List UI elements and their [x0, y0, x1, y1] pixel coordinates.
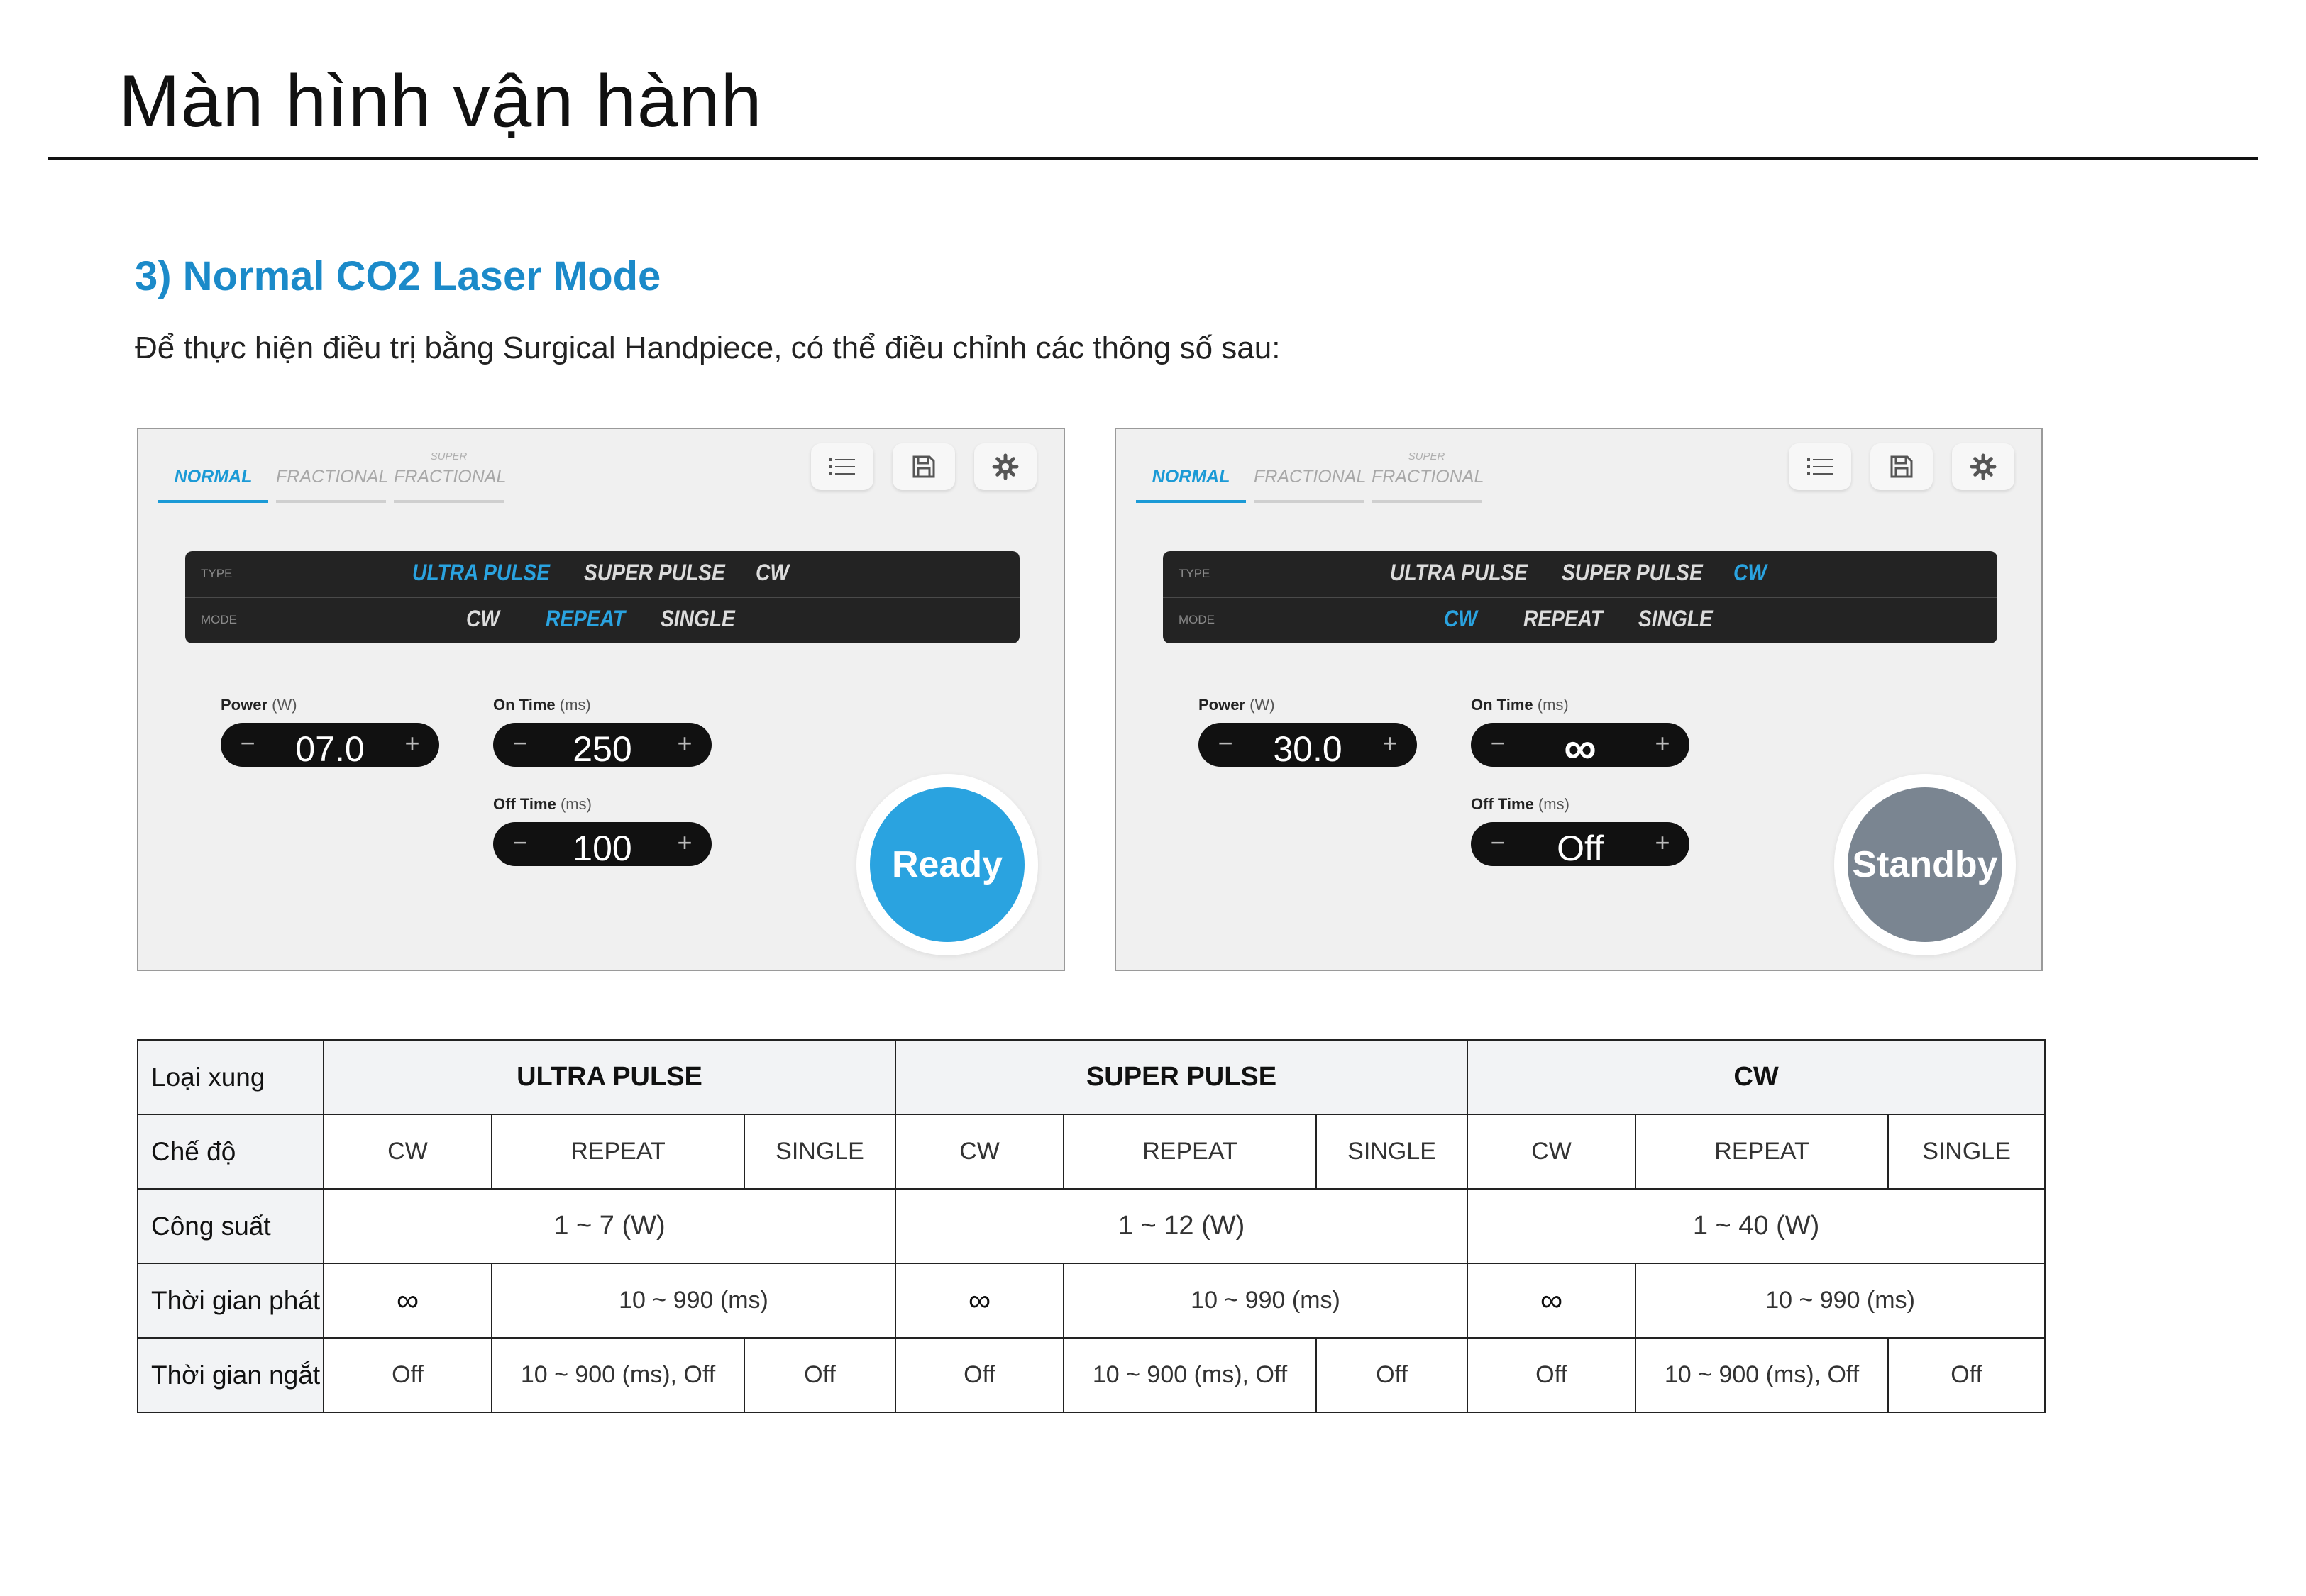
off-time-decrease-button[interactable]: −: [1490, 828, 1506, 857]
row-label-mode: Chế độ: [138, 1114, 324, 1189]
power-label: Power (W): [1198, 696, 1275, 714]
table-cell: Off: [1888, 1338, 2045, 1412]
type-option-cw[interactable]: CW: [756, 560, 789, 585]
settings-button[interactable]: [1952, 443, 2014, 490]
type-mode-selector: [185, 551, 1020, 643]
table-cell: ∞: [895, 1263, 1064, 1338]
mode-option-cw[interactable]: CW: [1444, 606, 1477, 631]
off-time-decrease-button[interactable]: −: [512, 828, 528, 857]
power-decrease-button[interactable]: −: [1218, 728, 1233, 758]
table-cell: REPEAT: [1064, 1114, 1316, 1189]
type-option-super-pulse[interactable]: SUPER PULSE: [584, 560, 725, 585]
table-cell: 10 ~ 990 (ms): [492, 1263, 895, 1338]
table-cell: SINGLE: [744, 1114, 895, 1189]
tab-super-fractional[interactable]: [1372, 429, 1482, 503]
tab-super-fractional-label: FRACTIONAL: [1372, 467, 1484, 487]
mode-option-single[interactable]: SINGLE: [1638, 606, 1713, 631]
table-cell: CW: [895, 1114, 1064, 1189]
off-time-increase-button[interactable]: +: [1655, 828, 1670, 857]
type-row: [185, 551, 1020, 598]
table-cell: ∞: [1467, 1263, 1635, 1338]
off-time-stepper[interactable]: [493, 822, 712, 866]
table-cell: CW: [1467, 1114, 1635, 1189]
type-row: [1163, 551, 1997, 598]
off-time-value: 100: [573, 829, 632, 868]
table-cell: CW: [324, 1114, 492, 1189]
group-cw: CW: [1467, 1040, 2045, 1114]
list-button[interactable]: [1789, 443, 1851, 490]
save-icon: [911, 454, 937, 480]
mode-option-cw[interactable]: CW: [466, 606, 500, 631]
table-cell: 1 ~ 40 (W): [1467, 1189, 2045, 1263]
table-cell: Off: [324, 1338, 492, 1412]
group-ultra-pulse: ULTRA PULSE: [324, 1040, 895, 1114]
type-option-super-pulse[interactable]: SUPER PULSE: [1562, 560, 1703, 585]
row-label-pulse-type: Loại xung: [138, 1040, 324, 1114]
mode-tabs: [138, 429, 1064, 503]
page-title: Màn hình vận hành: [118, 60, 763, 143]
standby-button[interactable]: Standby: [1848, 787, 2002, 942]
power-stepper[interactable]: [1198, 723, 1417, 767]
table-cell: 1 ~ 12 (W): [895, 1189, 1467, 1263]
device-screen-ultra-pulse: [137, 428, 1065, 971]
type-key-label: TYPE: [1179, 567, 1210, 580]
tab-fractional[interactable]: [276, 429, 389, 503]
tab-super-fractional[interactable]: [394, 429, 507, 503]
power-value: 30.0: [1273, 729, 1342, 769]
table-cell: Off: [895, 1338, 1064, 1412]
mode-key-label: MODE: [201, 613, 237, 626]
list-icon: [1806, 455, 1834, 478]
on-time-value: 250: [573, 729, 632, 769]
tab-super-label: SUPER: [1408, 450, 1445, 462]
off-time-label: Off Time (ms): [493, 795, 592, 813]
mode-row: [185, 597, 1020, 643]
type-key-label: TYPE: [201, 567, 233, 580]
power-label: Power (W): [221, 696, 297, 714]
parameter-table: [137, 1039, 2046, 1413]
list-icon: [828, 455, 856, 478]
mode-row: [1163, 597, 1997, 643]
table-cell: 10 ~ 900 (ms), Off: [492, 1338, 744, 1412]
tab-super-label: SUPER: [430, 450, 468, 462]
type-option-ultra-pulse[interactable]: ULTRA PULSE: [1390, 560, 1528, 585]
tab-normal-label: NORMAL: [174, 467, 253, 487]
gear-icon: [992, 453, 1019, 480]
mode-key-label: MODE: [1179, 613, 1215, 626]
table-row-on-time: [138, 1263, 2045, 1338]
status-button-ring: [856, 774, 1038, 955]
on-time-decrease-button[interactable]: −: [1490, 728, 1506, 758]
power-stepper[interactable]: [221, 723, 439, 767]
table-cell: Off: [1316, 1338, 1467, 1412]
table-cell: 10 ~ 900 (ms), Off: [1635, 1338, 1888, 1412]
table-row-pulse-type: [138, 1040, 2045, 1114]
group-super-pulse: SUPER PULSE: [895, 1040, 1467, 1114]
section-description: Để thực hiện điều trị bằng Surgical Handpiece, có thể điều chỉnh các thông số sau:: [135, 331, 1281, 365]
off-time-label: Off Time (ms): [1471, 795, 1569, 813]
table-cell: 10 ~ 900 (ms), Off: [1064, 1338, 1316, 1412]
table-cell: SINGLE: [1316, 1114, 1467, 1189]
power-increase-button[interactable]: +: [404, 728, 420, 758]
power-increase-button[interactable]: +: [1382, 728, 1398, 758]
on-time-decrease-button[interactable]: −: [512, 728, 528, 758]
on-time-stepper[interactable]: [1471, 722, 1689, 773]
save-button[interactable]: [893, 443, 955, 490]
power-decrease-button[interactable]: −: [240, 728, 255, 758]
type-mode-selector: [1163, 551, 1997, 643]
table-cell: SINGLE: [1888, 1114, 2045, 1189]
table-row-mode: [138, 1114, 2045, 1189]
table-cell: REPEAT: [492, 1114, 744, 1189]
save-button[interactable]: [1870, 443, 1933, 490]
row-label-off-time: Thời gian ngắt: [138, 1338, 324, 1412]
table-cell: Off: [744, 1338, 895, 1412]
off-time-increase-button[interactable]: +: [677, 828, 693, 857]
on-time-value: ∞: [1564, 722, 1596, 773]
table-cell: 1 ~ 7 (W): [324, 1189, 895, 1263]
mode-tabs: [1116, 429, 2041, 503]
ready-button[interactable]: Ready: [870, 787, 1025, 942]
row-label-on-time: Thời gian phát: [138, 1263, 324, 1338]
tab-fractional-label: FRACTIONAL: [1254, 467, 1367, 487]
mode-option-repeat[interactable]: REPEAT: [1523, 606, 1604, 631]
tab-normal[interactable]: [1136, 429, 1246, 503]
tab-normal[interactable]: [158, 429, 268, 503]
row-label-power: Công suất: [138, 1189, 324, 1263]
section-title: 3) Normal CO2 Laser Mode: [135, 253, 661, 299]
tab-fractional[interactable]: [1254, 429, 1367, 503]
status-button-ring: [1834, 774, 2016, 955]
settings-button[interactable]: [974, 443, 1037, 490]
type-option-cw[interactable]: CW: [1733, 560, 1767, 585]
title-divider: [48, 157, 2258, 160]
table-row-off-time: [138, 1338, 2045, 1412]
list-button[interactable]: [811, 443, 873, 490]
on-time-increase-button[interactable]: +: [1655, 728, 1670, 758]
table-row-power: [138, 1189, 2045, 1263]
tab-fractional-label: FRACTIONAL: [276, 467, 389, 487]
on-time-label: On Time (ms): [493, 696, 591, 714]
tab-normal-label: NORMAL: [1152, 467, 1230, 487]
gear-icon: [1970, 453, 1997, 480]
save-icon: [1889, 454, 1914, 480]
device-screen-cw: [1115, 428, 2043, 971]
mode-option-repeat[interactable]: REPEAT: [546, 606, 626, 631]
off-time-stepper[interactable]: [1471, 822, 1689, 866]
on-time-increase-button[interactable]: +: [677, 728, 693, 758]
tab-super-fractional-label: FRACTIONAL: [394, 467, 507, 487]
type-option-ultra-pulse[interactable]: ULTRA PULSE: [412, 560, 550, 585]
mode-option-single[interactable]: SINGLE: [661, 606, 735, 631]
table-cell: REPEAT: [1635, 1114, 1888, 1189]
table-cell: ∞: [324, 1263, 492, 1338]
table-cell: Off: [1467, 1338, 1635, 1412]
table-cell: 10 ~ 990 (ms): [1064, 1263, 1467, 1338]
off-time-value: Off: [1557, 829, 1604, 868]
on-time-label: On Time (ms): [1471, 696, 1569, 714]
power-value: 07.0: [295, 729, 365, 769]
table-cell: 10 ~ 990 (ms): [1635, 1263, 2045, 1338]
on-time-stepper[interactable]: [493, 723, 712, 767]
